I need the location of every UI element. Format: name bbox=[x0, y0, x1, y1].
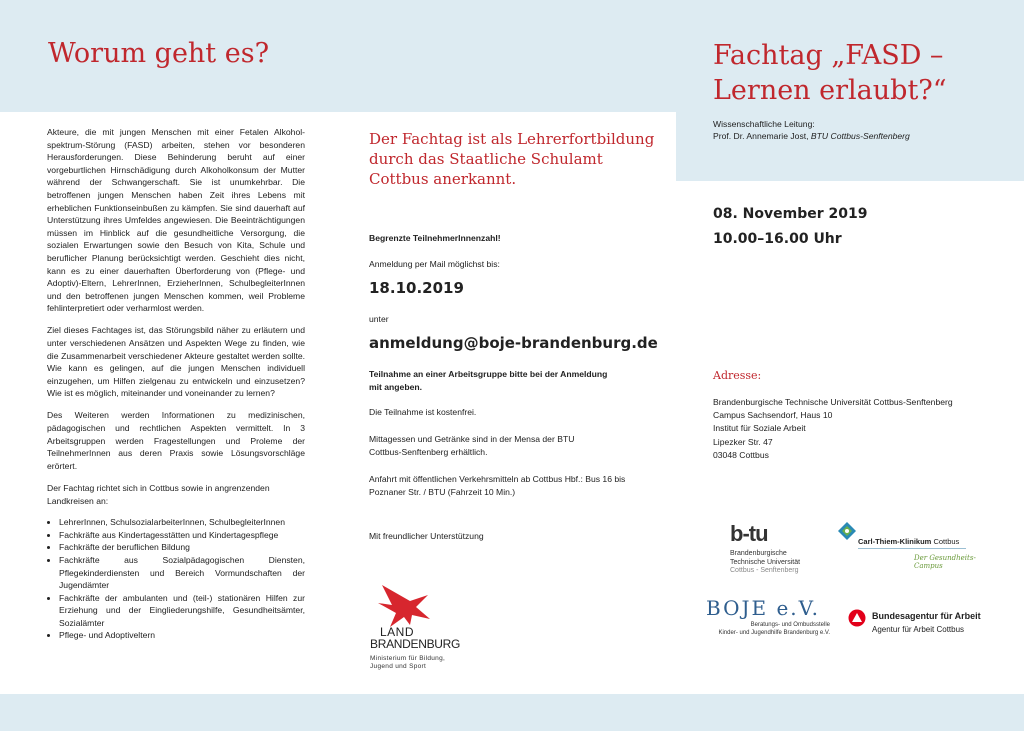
btu-line: Cottbus - Senftenberg bbox=[730, 567, 799, 574]
ba-logo bbox=[848, 608, 998, 640]
list-item: • Fachkräfte der beruflichen Bildung bbox=[59, 541, 305, 554]
registration-deadline: 18.10.2019 bbox=[369, 279, 464, 297]
registration-email[interactable]: anmeldung@boje-brandenburg.de bbox=[369, 334, 658, 352]
under-label: unter bbox=[369, 314, 389, 324]
btu-logo bbox=[730, 522, 830, 582]
event-time: 10.00–16.00 Uhr bbox=[713, 231, 842, 247]
ctk-city: Cottbus bbox=[933, 537, 960, 546]
list-item: • LehrerInnen, SchulsozialarbeiterInnen, SchulbegleiterInnen bbox=[59, 516, 305, 529]
lead-affiliation: BTU Cottbus-Senftenberg bbox=[810, 131, 910, 141]
list-item: • Fachkräfte aus Kindertagesstätten und Kindertagespflege bbox=[59, 529, 305, 542]
list-item: • Fachkräfte aus Sozialpädagogischen Diensten, Pflegekinderdiensten und Bereich Vormundschaften der Jugendämter bbox=[59, 554, 305, 592]
info-paragraph: Des Weiteren werden Informationen zu medizinischen, pädagogischen und rechtlichen Aspekten vermittelt. In 3 Arbeitsgruppen werden Fragestellungen und Proleme der TeilnehmerInnen aus deren Praxis sowie Lösungsvorschläge erörtert. bbox=[47, 410, 305, 471]
address-label: Adresse: bbox=[713, 369, 762, 382]
list-item: • Pflege- und Adoptiveltern bbox=[59, 629, 305, 642]
lead-line bbox=[713, 131, 910, 141]
event-title: Fachtag „FASD – Lernen erlaubt?“ bbox=[713, 40, 947, 106]
ba-emblem-icon bbox=[848, 609, 866, 627]
address-line: Campus Sachsendorf, Haus 10 bbox=[713, 410, 833, 421]
event-date: 08. November 2019 bbox=[713, 206, 868, 222]
boje-mark: BOJE e.V. bbox=[706, 596, 820, 620]
land-line: LAND bbox=[380, 625, 415, 639]
registration-intro: Anmeldung per Mail möglichst bis: bbox=[369, 259, 500, 269]
boje-line: Kinder- und Jugendhilfe Brandenburg e.V. bbox=[718, 629, 830, 636]
audience-paragraph: Der Fachtag richtet sich in Cottbus sowie in angrenzenden Landkreisen an: bbox=[47, 482, 270, 506]
free-note: Die Teilnahme ist kostenfrei. bbox=[369, 407, 477, 417]
brandenburg-line: BRANDENBURG bbox=[370, 637, 461, 651]
ctk-script: Der Gesundheits-Campus bbox=[914, 554, 976, 570]
list-item: • Fachkräfte der ambulanten und (teil-) stationären Hilfen zur Erziehung und der Eingliederungshilfe, Gesundheitsämter, Sozialämter bbox=[59, 592, 305, 630]
address-line: Institut für Soziale Arbeit bbox=[713, 423, 806, 434]
audience-list bbox=[47, 516, 305, 642]
support-note: Mit freundlicher Unterstützung bbox=[369, 531, 484, 541]
goal-paragraph: Ziel dieses Fachtages ist, das Störungsbild näher zu erläutern und unter verschiedenen Ansätzen und Aspekten Wege zu finden, wie die Zusammenarbeit verschiedener Akteure gestaltet werden sollte. Wie kann es gelingen, auf die jungen Menschen individuell einzugehen, um Hilfen zielgenau zu entwickeln und einzusetzen? Wie ist es möglich, miteinander und voneinander zu lernen? bbox=[47, 325, 305, 399]
address-block bbox=[713, 396, 953, 462]
left-body bbox=[47, 126, 305, 642]
address-line: Brandenburgische Technische Universität Cottbus-Senftenberg bbox=[713, 397, 953, 407]
bottom-band bbox=[0, 694, 1024, 731]
lead-label: Wissenschaftliche Leitung: bbox=[713, 119, 815, 129]
left-heading: Worum geht es? bbox=[48, 38, 270, 69]
land-brandenburg-logo bbox=[368, 575, 478, 675]
ctk-name: Carl-Thiem-Klinikum bbox=[858, 537, 932, 546]
lead-name: Prof. Dr. Annemarie Jost, bbox=[713, 131, 811, 141]
ba-sub: Agentur für Arbeit Cottbus bbox=[872, 625, 965, 634]
ba-name: Bundesagentur für Arbeit bbox=[872, 611, 981, 621]
boje-logo bbox=[706, 596, 836, 646]
ctk-name-line bbox=[858, 537, 959, 546]
ministry-line: Ministerium für Bildung, Jugend und Sport bbox=[370, 655, 446, 670]
btu-line: Brandenburgische bbox=[730, 550, 787, 557]
boje-line: Beratungs- und Ombudsstelle bbox=[750, 622, 830, 628]
limited-notice: Begrenzte TeilnehmerInnenzahl! bbox=[369, 233, 501, 243]
travel-note: Anfahrt mit öffentlichen Verkehrsmitteln ab Cottbus Hbf.: Bus 16 bis Poznaner Str. / BTU (Fahrzeit 10 Min.) bbox=[369, 474, 626, 497]
ctk-rule bbox=[858, 548, 966, 549]
ctk-emblem-icon bbox=[838, 522, 856, 540]
btu-mark: b-tu bbox=[730, 521, 768, 546]
address-line: Lipezker Str. 47 bbox=[713, 436, 773, 447]
intro-paragraph: Akteure, die mit jungen Menschen mit einer Fetalen Alkohol-spektrum-Störung (FASD) arbeiten, stehen vor besonderen Herausforderungen. Diese Behinderung beruht auf einer vorgeburtlichen Hirnschädigung durch Alkoholkonsum der Mutter während der Schwangerschaft. Sie ist unumkehrbar. Die betroffenen jungen Menschen haben Zeit ihres Lebens mit erheblichen Funktionseinbußen zu kämpfen. Sie sind dauerhaft auf Unterstützung ihres Umfeldes angewiesen. Die Beeinträchtigungen müssen im Hinblick auf die gesundheitliche Versorgung, die sozialen Erwartungen sowie den Besuch von Kita, Schule und beruflicher Planung berücksichtigt werden. Geschieht dies nicht, kann es zu einer dauerhaften Überforderung von (Pflege- und Adoptiv)-Eltern, LehrerInnen, ErzieherInnen, SchulbegleiterInnen und den betroffenen jungen Menschen kommen, weil Probleme fehlinterpretiert oder verharmlost werden. bbox=[47, 127, 305, 314]
workshop-note: Teilnahme an einer Arbeitsgruppe bitte bei der Anmeldung mit angeben. bbox=[369, 369, 608, 392]
btu-line: Technische Universität bbox=[730, 558, 801, 566]
recognition-notice: Der Fachtag ist als Lehrerfortbildung durch das Staatliche Schulamt Cottbus anerkannt. bbox=[369, 130, 655, 188]
lunch-note: Mittagessen und Getränke sind in der Mensa der BTU Cottbus-Senftenberg erhältlich. bbox=[369, 434, 575, 457]
address-line: 03048 Cottbus bbox=[713, 449, 769, 460]
ctk-logo bbox=[838, 522, 988, 582]
